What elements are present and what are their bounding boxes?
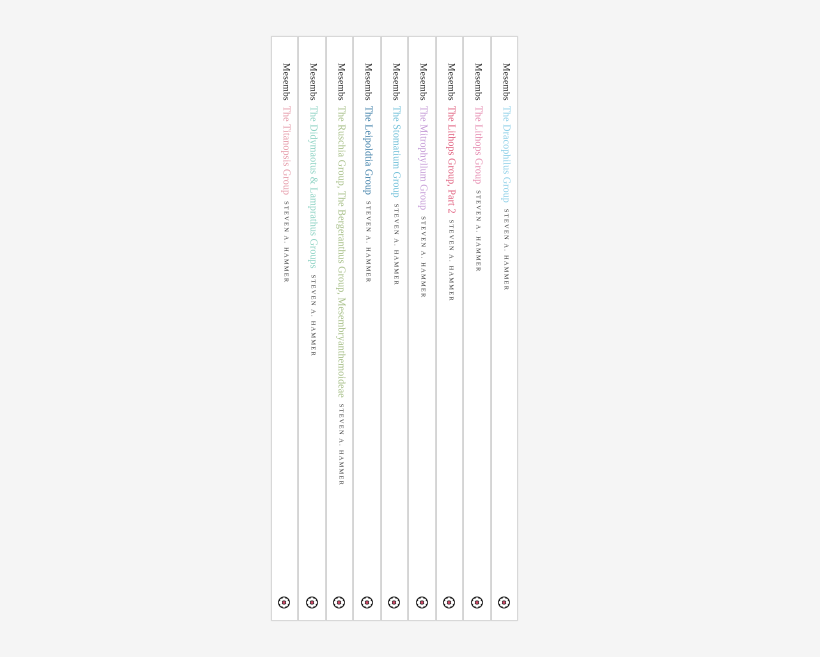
book-author: STEVEN A. HAMMER [501, 208, 509, 292]
book-series-label: Mesembs [500, 63, 511, 101]
flower-rosette-icon [498, 596, 511, 609]
book-title: The Lithops Group [472, 105, 484, 185]
book-author: STEVEN A. HAMMER [391, 203, 399, 287]
book-spine[interactable] [463, 36, 491, 621]
book-author: STEVEN A. HAMMER [336, 403, 344, 487]
book-spine[interactable] [408, 36, 436, 621]
book-author: STEVEN A. HAMMER [474, 190, 482, 273]
book-spine[interactable] [491, 36, 519, 621]
book-title: The Titanopsis Group [279, 105, 291, 196]
book-spine[interactable] [326, 36, 354, 621]
book-title: The Mitrophyllum Group [417, 105, 429, 211]
book-title: The Stomatium Group [389, 105, 401, 198]
flower-rosette-icon [470, 596, 483, 609]
book-spine[interactable] [271, 36, 299, 621]
book-series-label: Mesembs [390, 63, 401, 101]
book-author: STEVEN A. HAMMER [309, 274, 317, 357]
book-title: The Leipoldtia Group [362, 105, 374, 196]
flower-rosette-icon [388, 596, 401, 609]
book-row [279, 36, 518, 621]
book-title: The Lithops Group, Part 2 [444, 105, 456, 214]
book-spine[interactable] [381, 36, 409, 621]
book-title: The Ruschia Group, The Bergeranthus Group, Mesembryanthemoideae [334, 105, 346, 398]
book-series-label: Mesembs [335, 63, 346, 101]
book-author: STEVEN A. HAMMER [364, 201, 372, 284]
book-author: STEVEN A. HAMMER [281, 201, 289, 284]
book-title: The Dracophilus Group [499, 105, 511, 203]
book-series-label: Mesembs [472, 63, 483, 101]
flower-rosette-icon [415, 596, 428, 609]
book-spine[interactable] [298, 36, 326, 621]
book-author: STEVEN A. HAMMER [446, 219, 454, 302]
book-series-label: Mesembs [417, 63, 428, 101]
book-series-label: Mesembs [445, 63, 456, 101]
flower-rosette-icon [305, 596, 318, 609]
book-series-label: Mesembs [280, 63, 291, 101]
book-author: STEVEN A. HAMMER [419, 216, 427, 299]
flower-rosette-icon [443, 596, 456, 609]
book-series-label: Mesembs [362, 63, 373, 101]
book-title: The Didymaotus & Lamprathus Groups [307, 105, 319, 269]
flower-rosette-icon [360, 596, 373, 609]
flower-rosette-icon [333, 596, 346, 609]
flower-rosette-icon [278, 596, 291, 609]
book-spine[interactable] [353, 36, 381, 621]
book-spine[interactable] [436, 36, 464, 621]
book-series-label: Mesembs [307, 63, 318, 101]
